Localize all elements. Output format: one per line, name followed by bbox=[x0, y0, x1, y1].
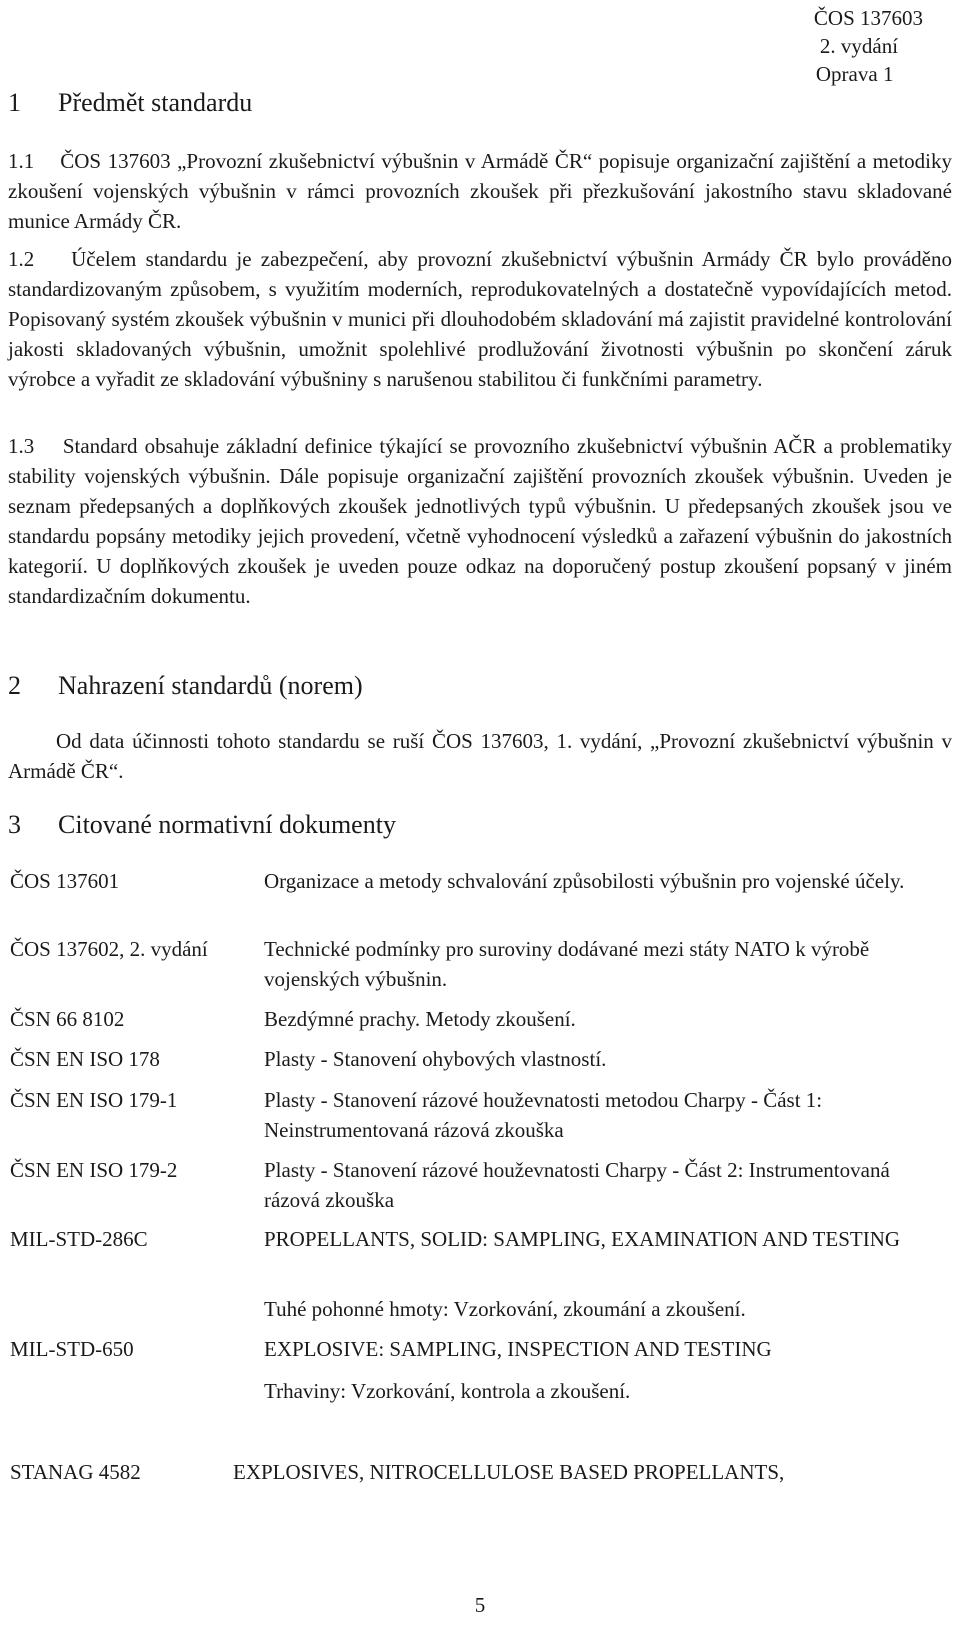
ref-translation: Tuhé pohonné hmoty: Vzorkování, zkoumání a zkoušení. bbox=[264, 1297, 746, 1321]
ref-title: Plasty - Stanovení rázové houževnatosti metodou Charpy - Část 1: Neinstrumentovaná rázová zkouška bbox=[264, 1088, 823, 1142]
ref-title: EXPLOSIVES, NITROCELLULOSE BASED PROPELLANTS, bbox=[233, 1460, 785, 1484]
ref-code: ČOS 137602, 2. vydání bbox=[10, 937, 208, 961]
doc-id: ČOS 137603 bbox=[813, 6, 923, 30]
paragraph-text: Účelem standardu je zabezpečení, aby provozní zkušebnictví výbušnin Armády ČR bylo prováděno standardizovaným způsobem, s využitím moderních, reprodukovatelných a dostatečně vypovídajících metod. Popisovaný systém zkoušek výbušnin v munici při dlouhodobém skladování má zajistit pravidelné kontrolování jakosti skladovaných výbušnin, umožnit spolehlivé prodlužování životnosti výbušnin po skončení záruk výrobce a vyřadit ze skladování výbušniny s narušenou stabilitou či funkčními parametry. bbox=[8, 247, 953, 391]
document-header bbox=[814, 4, 923, 88]
paragraph-number: 1.3 bbox=[8, 434, 35, 458]
section-title: Nahrazení standardů (norem) bbox=[58, 671, 363, 700]
paragraph-number: 1.1 bbox=[8, 149, 35, 173]
edition: 2. vydání bbox=[819, 34, 899, 58]
ref-code: ČSN EN ISO 179-2 bbox=[10, 1158, 178, 1182]
ref-code: ČSN 66 8102 bbox=[10, 1007, 125, 1031]
ref-title: Bezdýmné prachy. Metody zkoušení. bbox=[264, 1007, 576, 1031]
paragraph-text: ČOS 137603 „Provozní zkušebnictví výbušnin v Armádě ČR“ popisuje organizační zajištění a metodiky zkoušení vojenských výbušnin v rámci provozních zkoušek při přezkušování jakostního stavu skladované munice Armády ČR. bbox=[8, 149, 952, 233]
paragraph-1-1 bbox=[8, 146, 952, 236]
ref-title: Plasty - Stanovení rázové houževnatosti Charpy - Část 2: Instrumentovaná rázová zkouška bbox=[264, 1158, 890, 1212]
ref-title: EXPLOSIVE: SAMPLING, INSPECTION AND TESTING bbox=[264, 1337, 772, 1361]
ref-code: MIL-STD-650 bbox=[10, 1337, 134, 1361]
section-number: 2 bbox=[8, 671, 21, 700]
ref-code: STANAG 4582 bbox=[10, 1460, 141, 1484]
section-1-heading bbox=[8, 88, 252, 118]
ref-title: Organizace a metody schvalování způsobilosti výbušnin pro vojenské účely. bbox=[264, 869, 905, 893]
ref-code: MIL-STD-286C bbox=[10, 1227, 148, 1251]
page-number: 5 bbox=[474, 1593, 486, 1617]
section-2-text: Od data účinnosti tohoto standardu se ruší ČOS 137603, 1. vydání, „Provozní zkušebnictví výbušnin v Armádě ČR“. bbox=[8, 729, 952, 783]
paragraph-number: 1.2 bbox=[8, 247, 35, 271]
ref-code: ČOS 137601 bbox=[10, 869, 120, 893]
ref-code: ČSN EN ISO 179-1 bbox=[10, 1088, 178, 1112]
section-number: 1 bbox=[8, 88, 21, 117]
section-2-heading bbox=[8, 671, 363, 701]
paragraph-1-2 bbox=[8, 244, 952, 394]
correction: Oprava 1 bbox=[815, 62, 894, 86]
section-3-heading bbox=[8, 810, 396, 840]
section-title: Předmět standardu bbox=[58, 88, 253, 117]
ref-code: ČSN EN ISO 178 bbox=[10, 1047, 160, 1071]
section-number: 3 bbox=[8, 810, 21, 839]
paragraph-1-3 bbox=[8, 431, 952, 611]
ref-title: Technické podmínky pro suroviny dodávané mezi státy NATO k výrobě vojenských výbušnin. bbox=[264, 937, 870, 991]
ref-title: Plasty - Stanovení ohybových vlastností. bbox=[264, 1047, 607, 1071]
paragraph-text: Standard obsahuje základní definice týkající se provozního zkušebnictví výbušnin AČR a problematiky stability vojenských výbušnin. Dále popisuje organizační zajištění provozních zkoušek výbušnin. Uveden je seznam předepsaných a doplňkových zkoušek jednotlivých typů výbušnin. U předepsaných zkoušek jsou ve standardu popsány metodiky jejich provedení, včetně vyhodnocení výsledků a zařazení výbušnin do jakostních kategorií. U doplňkových zkoušek je uveden pouze odkaz na doporučený postup zkoušení popsaný v jiném standardizačním dokumentu. bbox=[8, 434, 952, 608]
section-title: Citované normativní dokumenty bbox=[58, 810, 396, 839]
ref-translation: Trhaviny: Vzorkování, kontrola a zkoušení. bbox=[264, 1379, 631, 1403]
ref-title: PROPELLANTS, SOLID: SAMPLING, EXAMINATION AND TESTING bbox=[264, 1227, 901, 1251]
